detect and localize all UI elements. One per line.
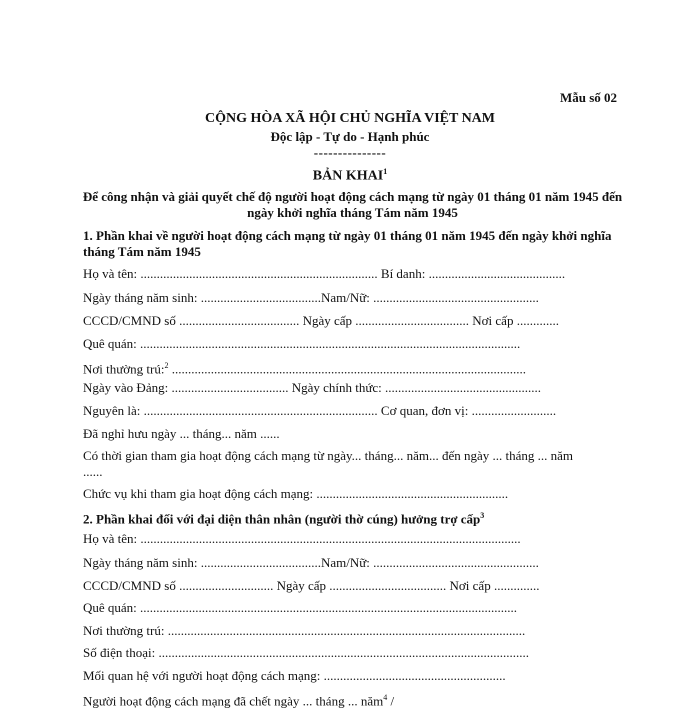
field-relationship[interactable]: Mối quan hệ với người hoạt động cách mạng: ........................................................ bbox=[83, 668, 506, 683]
document-title bbox=[0, 167, 700, 185]
field-hometown[interactable]: Quê quán: ..................................................................................................................... bbox=[83, 336, 521, 351]
field-retired-date[interactable]: Đã nghỉ hưu ngày ... tháng... năm ...... bbox=[83, 426, 280, 441]
form-number: Mẫu số 02 bbox=[559, 90, 617, 105]
field-relative-hometown[interactable]: Quê quán: .................................................................................................................... bbox=[83, 600, 518, 615]
field-relative-phone[interactable]: Số điện thoại: .................................................................................................................. bbox=[83, 645, 529, 660]
field-id-card[interactable]: CCCD/CMND số ..................................... Ngày cấp ................................... Nơi cấp ............. bbox=[83, 313, 559, 328]
national-motto: Độc lập - Tự do - Hạnh phúc bbox=[270, 129, 430, 144]
footnote-marker: 1 bbox=[383, 167, 388, 176]
document-title-text: BẢN KHAI bbox=[312, 168, 384, 184]
field-activity-period[interactable]: Có thời gian tham gia hoạt động cách mạng từ ngày... tháng... năm... đến ngày ... tháng ... năm ...... bbox=[83, 448, 574, 479]
field-relative-name[interactable]: Họ và tên: ..................................................................................................................... bbox=[83, 531, 521, 546]
field-relative-birth-gender[interactable]: Ngày tháng năm sinh: .....................................Nam/Nữ: ................................................... bbox=[83, 555, 539, 570]
field-former-position[interactable]: Nguyên là: ........................................................................ Cơ quan, đơn vị: .......................... bbox=[83, 403, 557, 418]
field-residence-dots: ............................................................................................................. bbox=[168, 361, 526, 377]
footnote-marker: 2 bbox=[164, 361, 169, 370]
footnote-marker: 4 bbox=[383, 693, 388, 702]
field-relative-residence[interactable]: Nơi thường trú: .............................................................................................................. bbox=[83, 623, 526, 638]
field-residence[interactable] bbox=[83, 358, 618, 377]
header-separator: --------------- bbox=[313, 145, 387, 160]
section-2-heading-text: 2. Phần khai đối với đại diện thân nhân (người thờ cúng) hưởng trợ cấp bbox=[83, 511, 481, 527]
document-subtitle: Để công nhận và giải quyết chế độ người hoạt động cách mạng từ ngày 01 tháng 01 năm 1945 đến ngày khởi nghĩa tháng Tám năm 1945 bbox=[82, 189, 623, 220]
field-full-name-alias[interactable]: Họ và tên: ......................................................................... Bí danh: .......................................... bbox=[83, 266, 566, 281]
field-death-date-tail: / bbox=[387, 693, 395, 709]
field-birth-gender[interactable]: Ngày tháng năm sinh: .....................................Nam/Nữ: ................................................... bbox=[83, 290, 539, 305]
field-relative-id-card[interactable]: CCCD/CMND số ............................. Ngày cấp .................................... Nơi cấp .............. bbox=[83, 578, 540, 593]
section-2-heading bbox=[83, 508, 618, 527]
field-death-date-label: Người hoạt động cách mạng đã chết ngày ... tháng ... năm bbox=[83, 693, 384, 709]
national-title: CỘNG HÒA XÃ HỘI CHỦ NGHĨA VIỆT NAM bbox=[204, 111, 495, 126]
field-party-dates[interactable]: Ngày vào Đảng: .................................... Ngày chính thức: ................................................ bbox=[83, 380, 542, 395]
section-1-heading: 1. Phần khai về người hoạt động cách mạng từ ngày 01 tháng 01 năm 1945 đến ngày khởi nghĩa tháng Tám năm 1945 bbox=[83, 228, 612, 259]
field-position[interactable]: Chức vụ khi tham gia hoạt động cách mạng: ........................................................... bbox=[83, 486, 509, 501]
footnote-marker: 3 bbox=[480, 511, 485, 520]
field-residence-label: Nơi thường trú: bbox=[83, 361, 165, 377]
